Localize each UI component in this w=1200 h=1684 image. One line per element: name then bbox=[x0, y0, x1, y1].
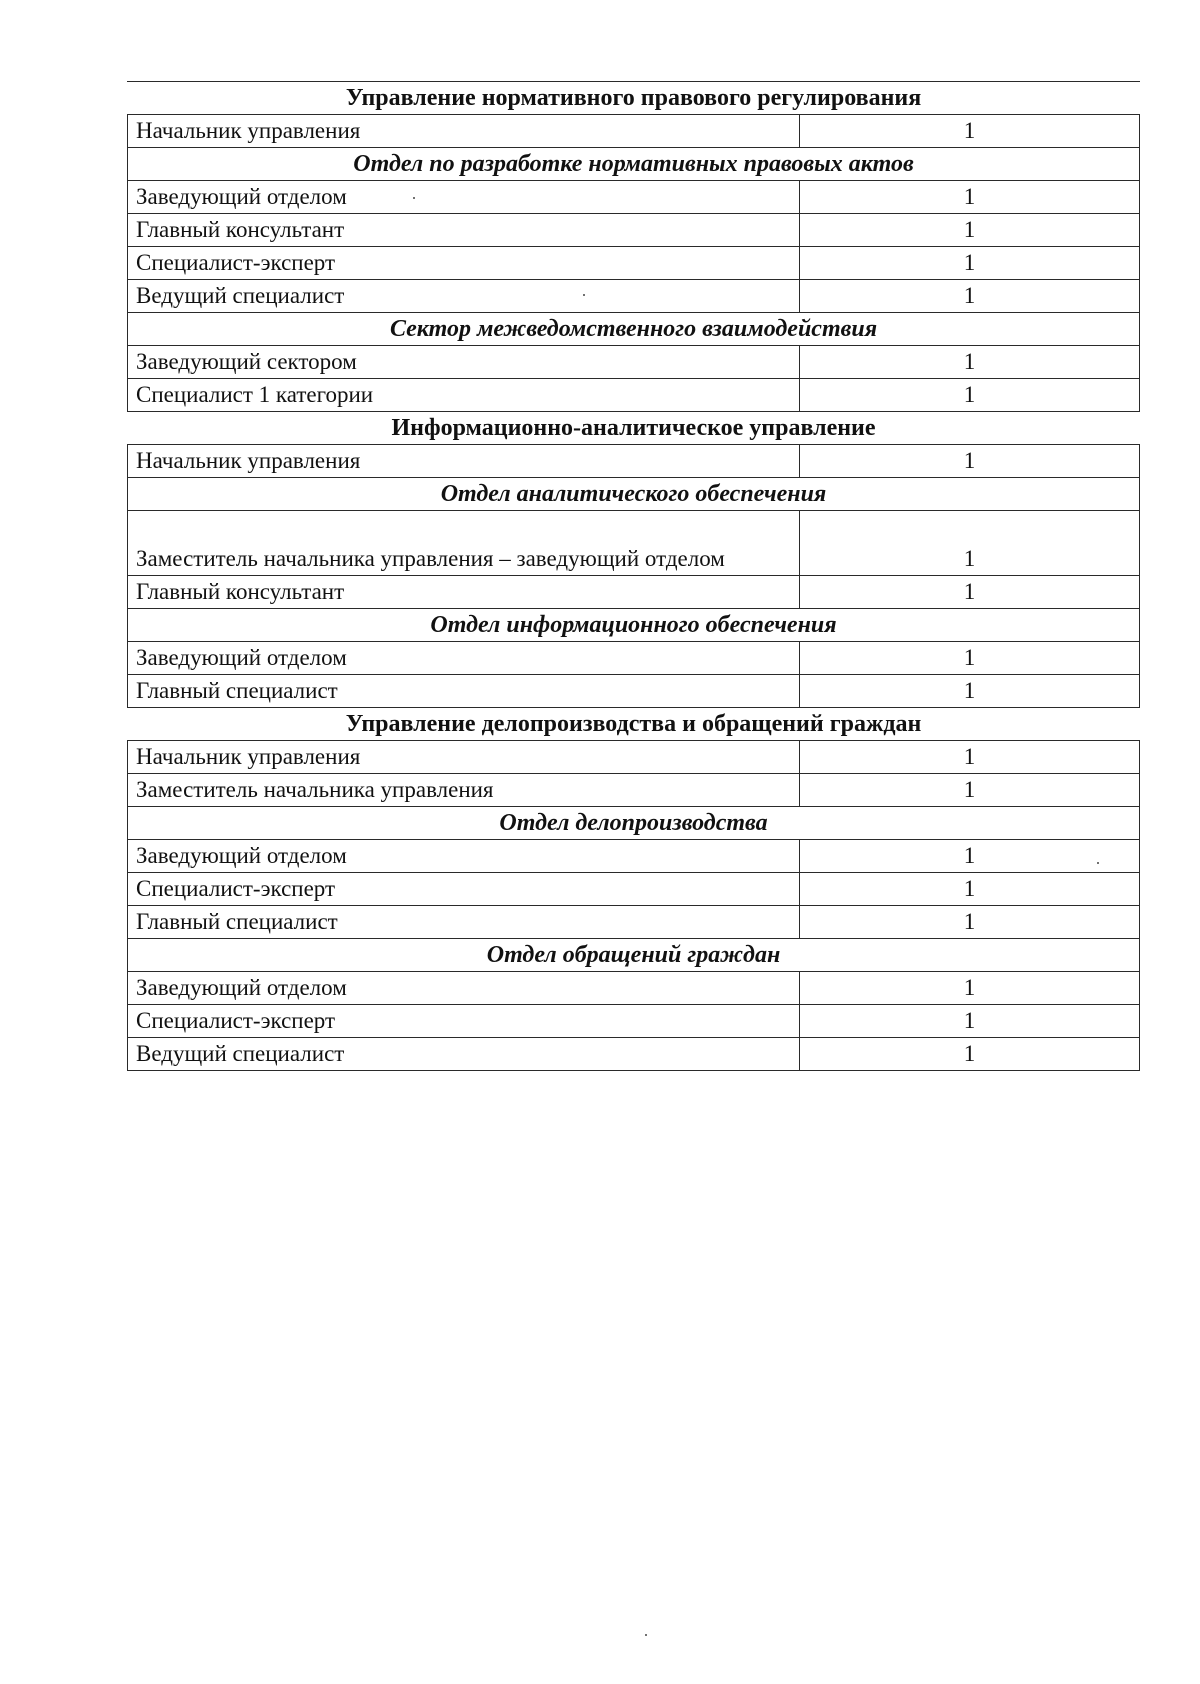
position-name: Ведущий специалист bbox=[128, 280, 800, 313]
position-row bbox=[128, 247, 1140, 280]
subdivision-header-row bbox=[128, 478, 1140, 511]
position-count: 1 bbox=[800, 873, 1140, 906]
subdivision-title: Отдел аналитического обеспечения bbox=[128, 478, 1140, 511]
subdivision-header-row bbox=[128, 939, 1140, 972]
position-count: 1 bbox=[800, 280, 1140, 313]
position-name: Специалист-эксперт bbox=[128, 247, 800, 280]
scan-speck bbox=[583, 294, 585, 296]
position-row bbox=[128, 1005, 1140, 1038]
position-row bbox=[128, 115, 1140, 148]
subdivision-header-row bbox=[128, 807, 1140, 840]
position-row bbox=[128, 1038, 1140, 1071]
position-row bbox=[128, 906, 1140, 939]
position-name: Заведующий отделом bbox=[128, 840, 800, 873]
department-header-row bbox=[128, 708, 1140, 741]
position-row bbox=[128, 576, 1140, 609]
position-name: Специалист 1 категории bbox=[128, 379, 800, 412]
position-row bbox=[128, 511, 1140, 576]
position-name: Начальник управления bbox=[128, 115, 800, 148]
staffing-table bbox=[127, 81, 1140, 1071]
position-row bbox=[128, 972, 1140, 1005]
position-count: 1 bbox=[800, 675, 1140, 708]
position-count: 1 bbox=[800, 346, 1140, 379]
subdivision-title: Сектор межведомственного взаимодействия bbox=[128, 313, 1140, 346]
position-count: 1 bbox=[800, 1038, 1140, 1071]
position-count: 1 bbox=[800, 379, 1140, 412]
staffing-table-body bbox=[128, 82, 1140, 1071]
position-count: 1 bbox=[800, 576, 1140, 609]
position-count: 1 bbox=[800, 115, 1140, 148]
subdivision-title: Отдел делопроизводства bbox=[128, 807, 1140, 840]
position-name: Заведующий сектором bbox=[128, 346, 800, 379]
position-name: Заместитель начальника управления bbox=[128, 774, 800, 807]
position-row bbox=[128, 346, 1140, 379]
department-header-row bbox=[128, 82, 1140, 115]
position-name: Начальник управления bbox=[128, 741, 800, 774]
position-name: Начальник управления bbox=[128, 445, 800, 478]
position-name: Заместитель начальника управления – заведующий отделом bbox=[128, 511, 800, 576]
position-row bbox=[128, 181, 1140, 214]
scan-speck bbox=[413, 197, 415, 199]
position-count: 1 bbox=[800, 642, 1140, 675]
subdivision-title: Отдел обращений граждан bbox=[128, 939, 1140, 972]
position-name: Специалист-эксперт bbox=[128, 1005, 800, 1038]
position-name: Ведущий специалист bbox=[128, 1038, 800, 1071]
position-row bbox=[128, 214, 1140, 247]
department-title: Управление делопроизводства и обращений граждан bbox=[128, 708, 1140, 741]
position-count: 1 bbox=[800, 774, 1140, 807]
department-title: Управление нормативного правового регулирования bbox=[128, 82, 1140, 115]
position-row bbox=[128, 642, 1140, 675]
position-row bbox=[128, 379, 1140, 412]
department-header-row bbox=[128, 412, 1140, 445]
position-count: 1 bbox=[800, 972, 1140, 1005]
position-count: 1 bbox=[800, 840, 1140, 873]
scan-speck bbox=[645, 1634, 647, 1636]
subdivision-title: Отдел по разработке нормативных правовых актов bbox=[128, 148, 1140, 181]
position-count: 1 bbox=[800, 906, 1140, 939]
position-count: 1 bbox=[800, 214, 1140, 247]
scan-speck bbox=[1097, 862, 1099, 864]
position-count: 1 bbox=[800, 445, 1140, 478]
position-row bbox=[128, 774, 1140, 807]
subdivision-header-row bbox=[128, 313, 1140, 346]
position-name: Заведующий отделом bbox=[128, 972, 800, 1005]
position-row bbox=[128, 280, 1140, 313]
position-row bbox=[128, 840, 1140, 873]
position-count: 1 bbox=[800, 247, 1140, 280]
subdivision-header-row bbox=[128, 148, 1140, 181]
position-count: 1 bbox=[800, 181, 1140, 214]
position-name: Главный специалист bbox=[128, 906, 800, 939]
position-row bbox=[128, 675, 1140, 708]
position-row bbox=[128, 741, 1140, 774]
position-name: Главный консультант bbox=[128, 214, 800, 247]
position-count: 1 bbox=[800, 1005, 1140, 1038]
subdivision-title: Отдел информационного обеспечения bbox=[128, 609, 1140, 642]
position-count: 1 bbox=[800, 511, 1140, 576]
position-name: Заведующий отделом bbox=[128, 642, 800, 675]
position-name: Заведующий отделом bbox=[128, 181, 800, 214]
position-row bbox=[128, 445, 1140, 478]
department-title: Информационно-аналитическое управление bbox=[128, 412, 1140, 445]
subdivision-header-row bbox=[128, 609, 1140, 642]
position-row bbox=[128, 873, 1140, 906]
position-name: Главный консультант bbox=[128, 576, 800, 609]
position-count: 1 bbox=[800, 741, 1140, 774]
position-name: Специалист-эксперт bbox=[128, 873, 800, 906]
position-name: Главный специалист bbox=[128, 675, 800, 708]
